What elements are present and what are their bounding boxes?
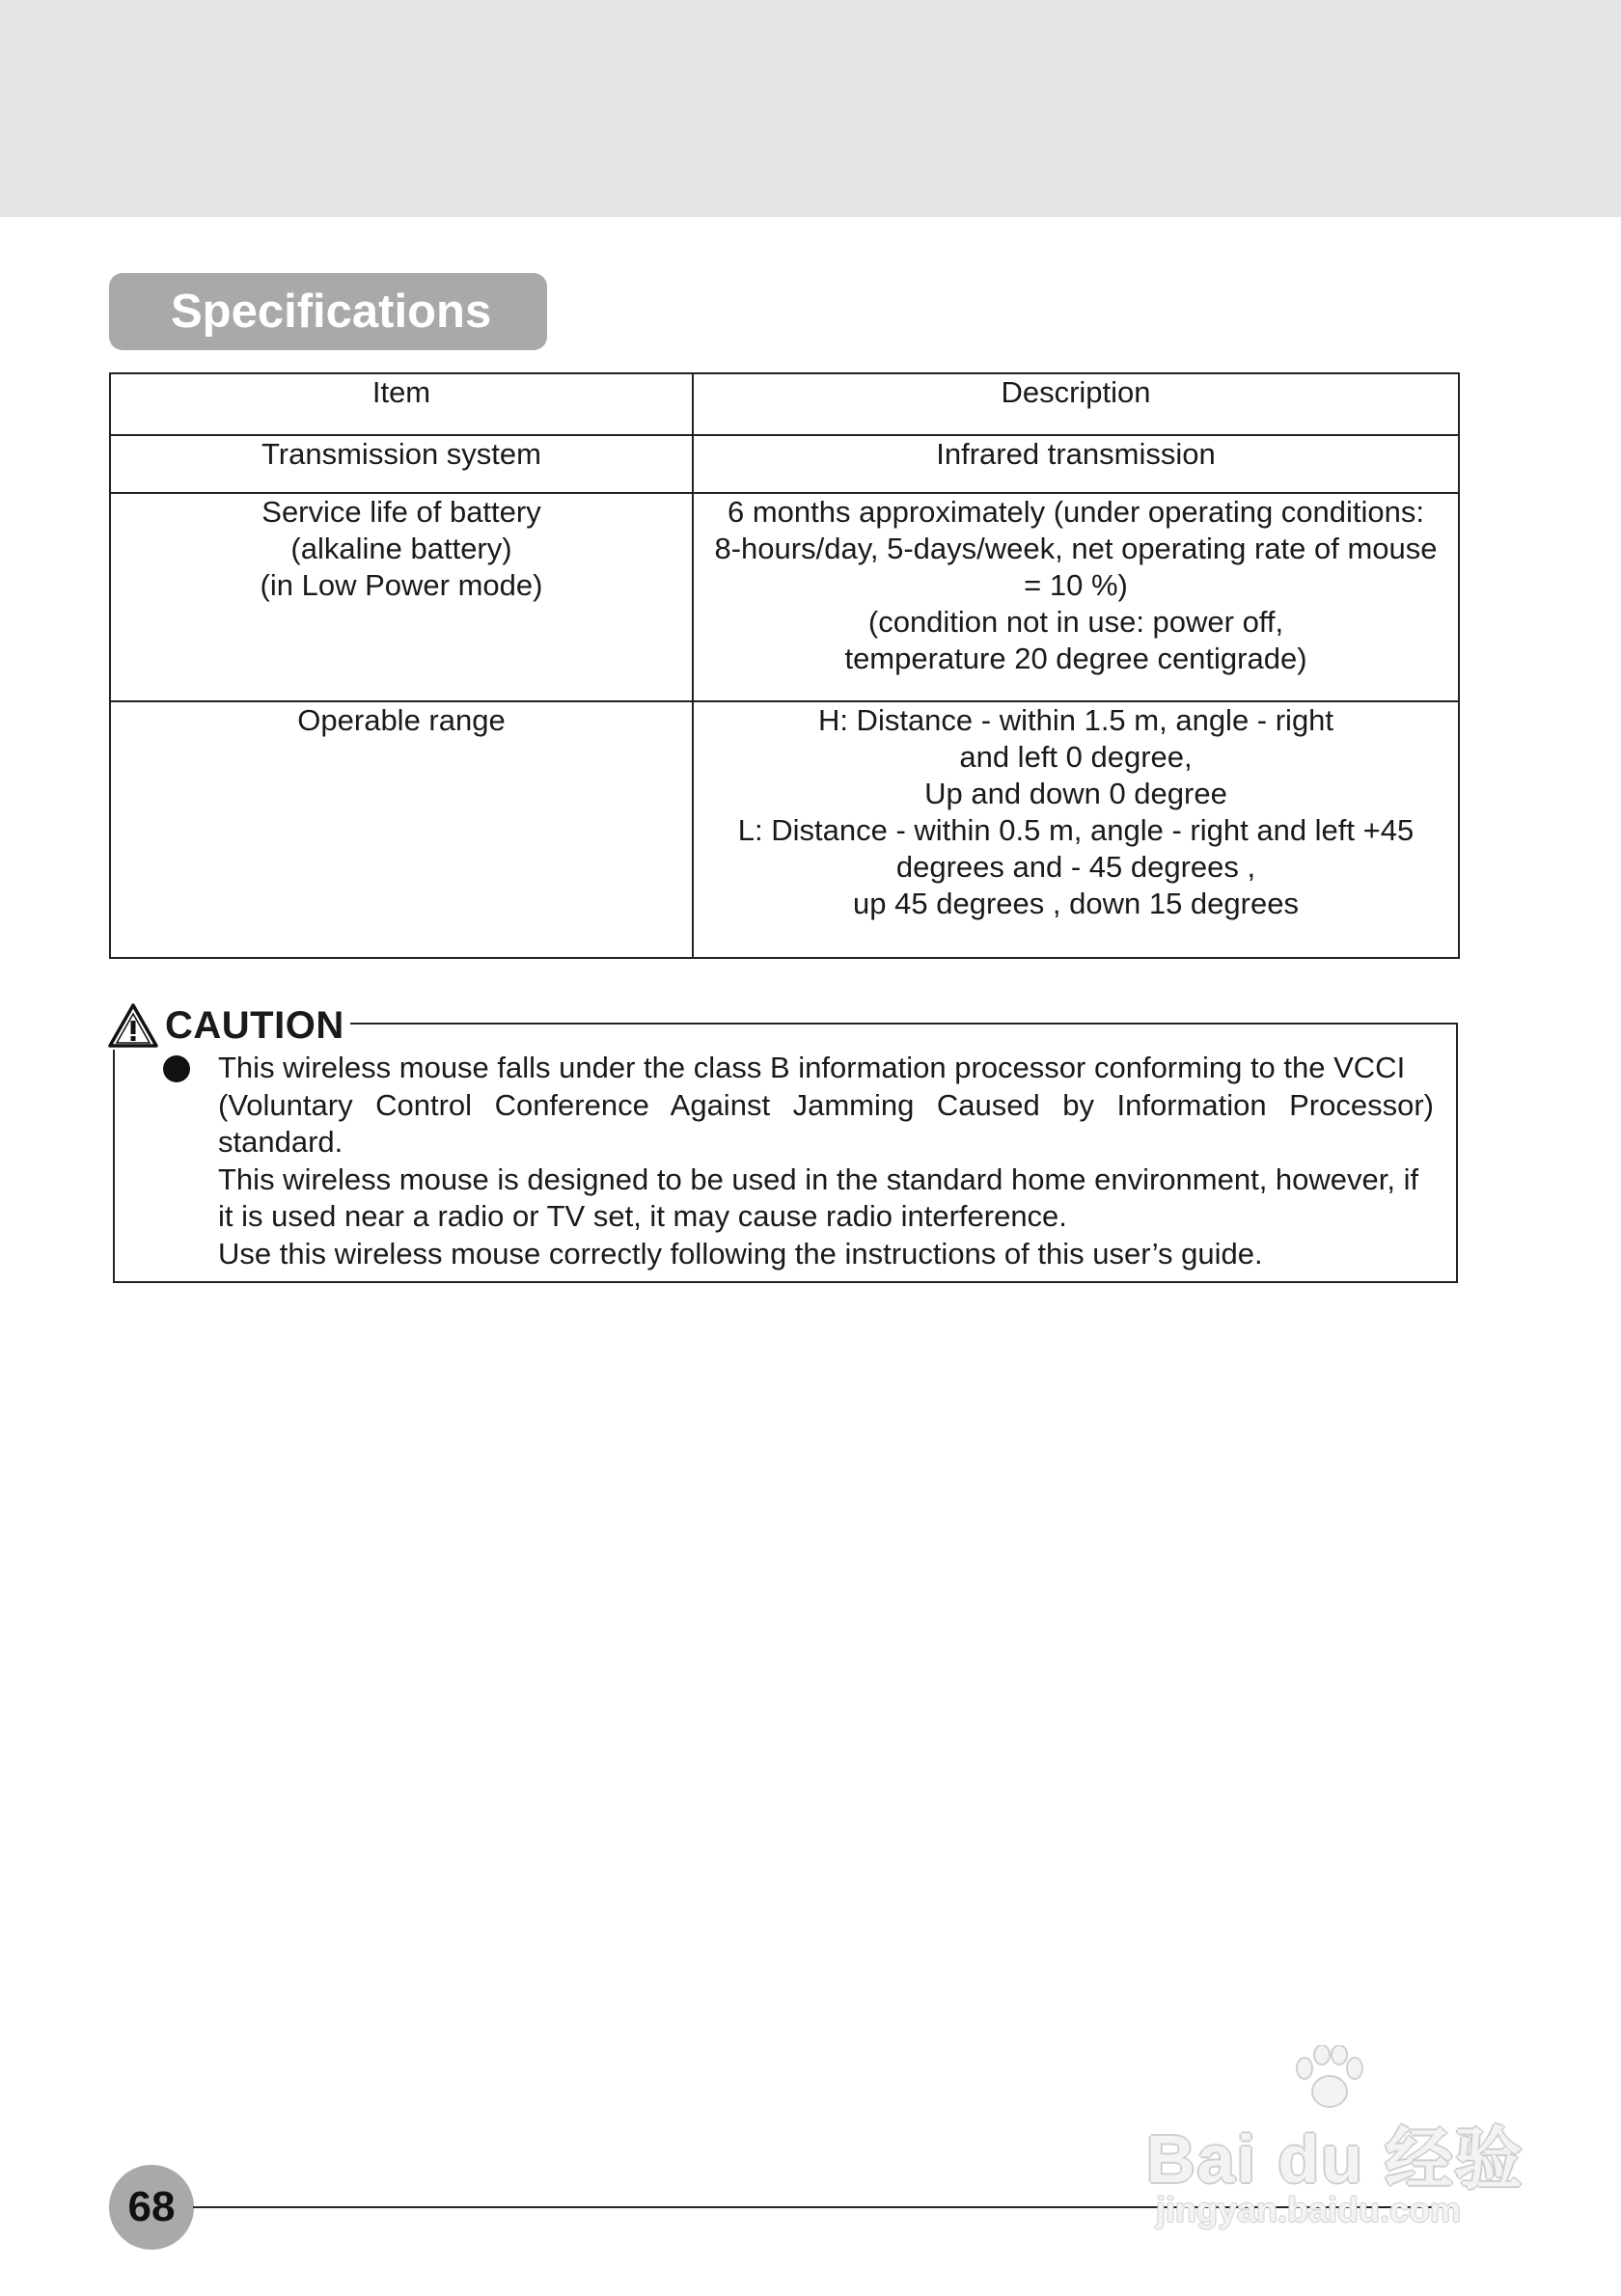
caution-text-block [218, 1050, 1434, 1272]
description-text: H: Distance - within 1.5 m, angle - right [817, 703, 1334, 737]
description-text: (condition not in use: power off, [867, 605, 1284, 639]
description-text: up 45 degrees , down 15 degrees [853, 887, 1299, 920]
description-text: = 10 %) [1024, 568, 1128, 602]
item-cell [110, 493, 693, 701]
specifications-table [109, 372, 1460, 959]
caution-line: This wireless mouse is designed to be used in the standard home environment, however, if [218, 1162, 1419, 1196]
baidu-watermark [1146, 2045, 1532, 2238]
description-cell [693, 493, 1459, 701]
warning-triangle-icon [107, 1002, 159, 1049]
table-row [110, 435, 1459, 493]
watermark-url: jingyan.baidu.com [1156, 2190, 1462, 2229]
caution-label: CAUTION [165, 1003, 344, 1047]
description-cell [693, 701, 1459, 958]
caution-line: (Voluntary Control Conference Against Jamming Caused by Information Processor) [218, 1087, 1434, 1122]
caution-line: standard. [218, 1125, 343, 1159]
item-text: Operable range [297, 703, 506, 737]
description-text: Infrared transmission [936, 437, 1216, 471]
item-text: (alkaline battery) [290, 532, 512, 565]
column-header-item: Item [110, 373, 693, 435]
item-text: Transmission system [261, 437, 541, 471]
description-text: 6 months approximately (under operating conditions: [727, 495, 1425, 529]
table-row [110, 493, 1459, 701]
caution-line: it is used near a radio or TV set, it may cause radio interference. [218, 1199, 1067, 1233]
table-row [110, 701, 1459, 958]
section-title: Specifications [109, 273, 547, 350]
caution-heading [107, 1001, 350, 1050]
paw-logo-icon [1291, 2045, 1368, 2113]
bullet-dot [163, 1055, 190, 1082]
description-cell [693, 435, 1459, 493]
item-text: (in Low Power mode) [260, 568, 543, 602]
caution-line: This wireless mouse falls under the class B information processor conforming to the VCCI [218, 1051, 1406, 1084]
description-text: and left 0 degree, [959, 740, 1193, 774]
caution-line: Use this wireless mouse correctly following the instructions of this user’s guide. [218, 1236, 1263, 1271]
page-number: 68 [109, 2165, 194, 2250]
watermark-logo-text: Bai du 经验 [1146, 2121, 1525, 2197]
top-header-band [0, 0, 1621, 217]
item-text: Service life of battery [261, 495, 541, 529]
item-cell [110, 435, 693, 493]
table-header-row [110, 373, 1459, 435]
item-cell [110, 701, 693, 958]
description-text: temperature 20 degree centigrade) [844, 642, 1307, 675]
description-text: Up and down 0 degree [924, 777, 1227, 810]
column-header-description: Description [693, 373, 1459, 435]
description-text: L: Distance - within 0.5 m, angle - right and left +45 [737, 813, 1415, 847]
description-text: 8-hours/day, 5-days/week, net operating rate of mouse [714, 532, 1438, 565]
description-text: degrees and - 45 degrees , [895, 850, 1256, 884]
